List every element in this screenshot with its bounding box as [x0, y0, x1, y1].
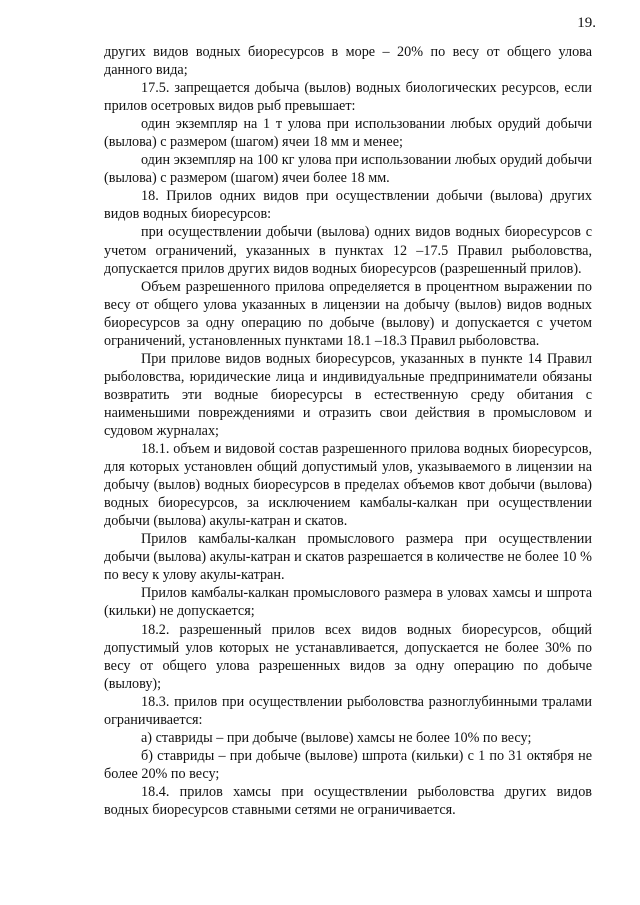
- paragraph-18-2: 18.2. разрешенный прилов всех видов водных биоресурсов, общий допустимый улов которых не устанавливается, допускается не более 30% по весу от общего улова разрешенных видов за одну операцию по добыче (вылову);: [104, 621, 592, 692]
- paragraph-17-4-continuation: других видов водных биоресурсов в море – 20% по весу от общего улова данного вида;: [104, 44, 592, 79]
- paragraph-18-1-kalkan-hamsa: Прилов камбалы-калкан промыслового размера в уловах хамсы и шпрота (кильки) не допускается;: [104, 585, 592, 620]
- paragraph-18-3: 18.3. прилов при осуществлении рыболовства разноглубинными тралами ограничивается:: [104, 693, 592, 728]
- paragraph-18-heading: 18. Прилов одних видов при осуществлении добычи (вылова) других видов водных биоресурсов:: [104, 188, 592, 223]
- paragraph-18-4: 18.4. прилов хамсы при осуществлении рыболовства других видов водных биоресурсов ставными сетями не ограничивается.: [104, 783, 592, 818]
- paragraph-17-5-rule-2: один экземпляр на 100 кг улова при использовании любых орудий добычи (вылова) с размером (шагом) ячеи более 18 мм.: [104, 152, 592, 187]
- page-number: 19.: [577, 15, 596, 31]
- paragraph-18-return-rule: При прилове видов водных биоресурсов, указанных в пункте 14 Правил рыболовства, юридические лица и индивидуальные предприниматели обязаны возвратить эти водные биоресурсы в естественную среду обитания с наименьшими повреждениями и отразить свои действия в промысловом и судовом журналах;: [104, 350, 592, 439]
- paragraph-18-permitted-bycatch: при осуществлении добычи (вылова) одних видов водных биоресурсов с учетом ограничений, указанных в пунктах 12 –17.5 Правил рыболовства, допускается прилов других видов водных биоресурсов (разрешенный прилов).: [104, 224, 592, 277]
- document-body: [104, 43, 592, 819]
- paragraph-18-3-b: б) ставриды – при добыче (вылове) шпрота (кильки) с 1 по 31 октября не более 20% по весу;: [104, 747, 592, 782]
- paragraph-17-5-rule-1: один экземпляр на 1 т улова при использовании любых орудий добычи (вылова) с размером (шагом) ячеи 18 мм и менее;: [104, 116, 592, 151]
- paragraph-18-1-kalkan-katran: Прилов камбалы-калкан промыслового размера при осуществлении добычи (вылова) акулы-катран и скатов разрешается в количестве не более 10 % по весу к улову акулы-катран.: [104, 531, 592, 584]
- paragraph-18-3-a: а) ставриды – при добыче (вылове) хамсы не более 10% по весу;: [141, 729, 532, 746]
- paragraph-17-5: 17.5. запрещается добыча (вылов) водных биологических ресурсов, если прилов осетровых видов рыб превышает:: [104, 80, 592, 115]
- paragraph-18-1: 18.1. объем и видовой состав разрешенного прилова водных биоресурсов, для которых установлен общий допустимый улов, указываемого в лицензии на добычу (вылов) водных биоресурсов в пределах объемов квот добычи (вылова) водных биоресурсов, за исключением камбалы-калкан при осуществлении добычи (вылова) акулы-катран и скатов.: [104, 441, 592, 530]
- paragraph-18-volume: Объем разрешенного прилова определяется в процентном выражении по весу от общего улова указанных в лицензии на добычу (вылов) видов водных биоресурсов за одну операцию по добыче (вылову) и допускается с учетом ограничений, установленных пунктами 18.1 –18.3 Правил рыболовства.: [104, 278, 592, 349]
